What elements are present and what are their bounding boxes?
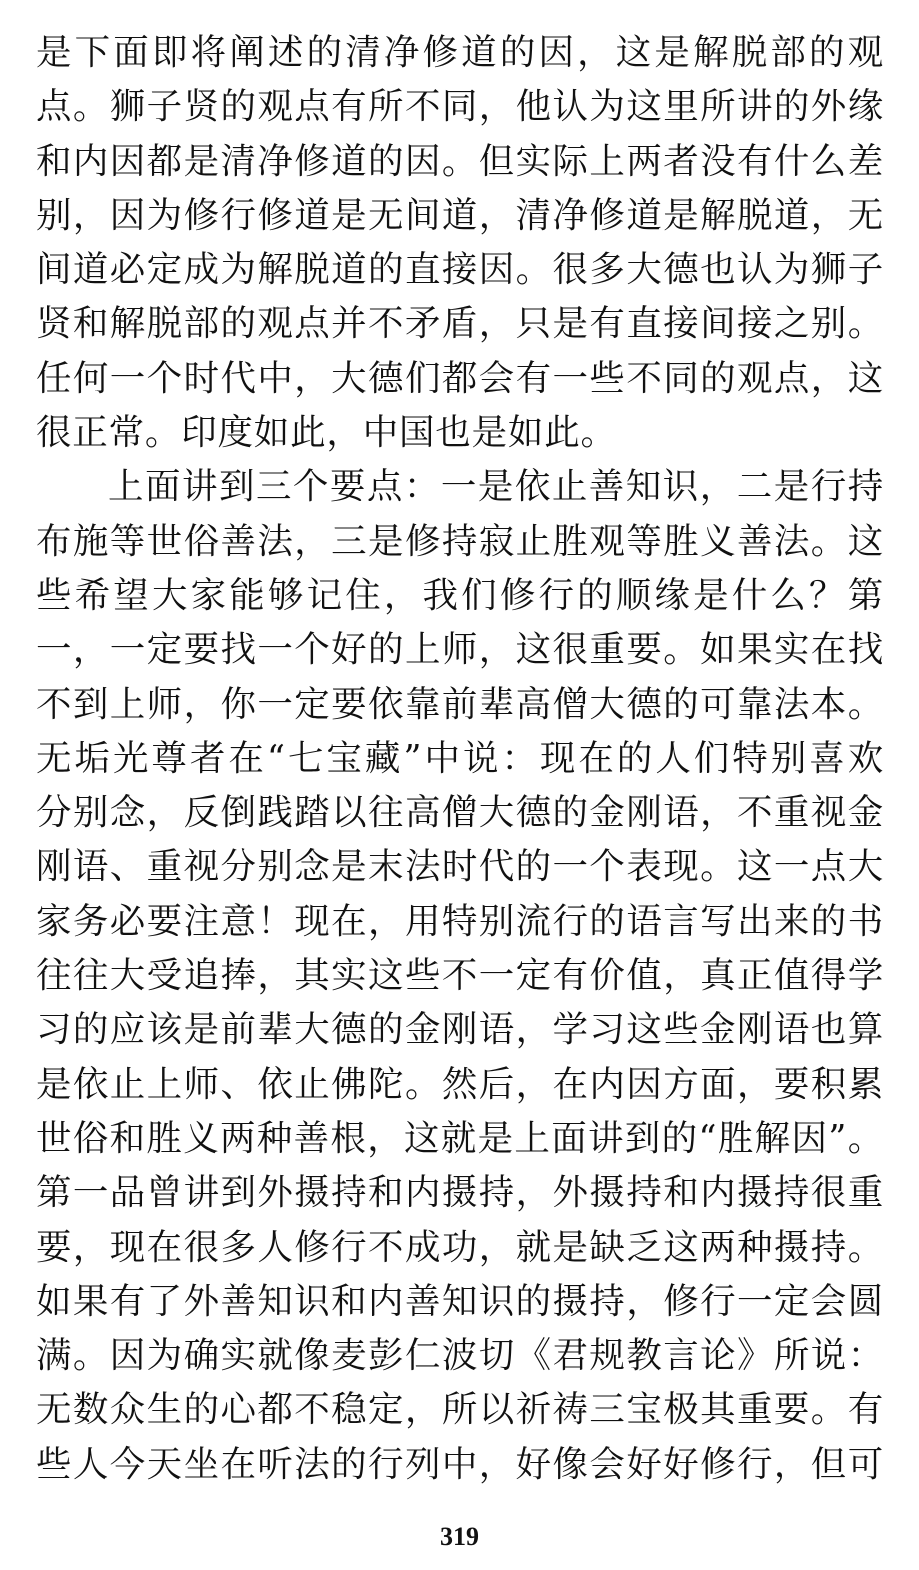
text-line: 任何一个时代中，大德们都会有一些不同的观点，这	[36, 357, 884, 399]
text-line: 间道必定成为解脱道的直接因。很多大德也认为狮子	[36, 249, 884, 291]
text-line: 是下面即将阐述的清净修道的因，这是解脱部的观	[36, 32, 884, 73]
text-line: 无数众生的心都不稳定，所以祈祷三宝极其重要。有	[36, 1389, 884, 1431]
text-line: 习的应该是前辈大德的金刚语，学习这些金刚语也算	[36, 1009, 884, 1051]
text-line: 世俗和胜义两种善根，这就是上面讲到的“胜解因”。	[36, 1117, 884, 1159]
text-line: 点。狮子贤的观点有所不同，他认为这里所讲的外缘	[36, 86, 884, 128]
text-line: 分别念，反倒践踏以往高僧大德的金刚语，不重视金	[36, 792, 884, 834]
text-line: 些希望大家能够记住，我们修行的顺缘是什么？第	[36, 574, 884, 616]
text-line: 些人今天坐在听法的行列中，好像会好好修行，但可	[36, 1443, 884, 1485]
text-line: 家务必要注意！现在，用特别流行的语言写出来的书	[36, 900, 884, 942]
text-line: 别，因为修行修道是无间道，清净修道是解脱道，无	[36, 194, 884, 236]
text-line: 贤和解脱部的观点并不矛盾，只是有直接间接之别。	[36, 303, 884, 345]
text-line: 第一品曾讲到外摄持和内摄持，外摄持和内摄持很重	[36, 1172, 884, 1214]
text-line: 一，一定要找一个好的上师，这很重要。如果实在找	[36, 629, 884, 671]
text-line: 刚语、重视分别念是末法时代的一个表现。这一点大	[36, 846, 884, 888]
page-number: 319	[440, 1522, 479, 1551]
text-line: 上面讲到三个要点：一是依止善知识，二是行持	[108, 466, 884, 508]
text-line: 是依止上师、依止佛陀。然后，在内因方面，要积累	[36, 1063, 884, 1105]
text-line: 满。因为确实就像麦彭仁波切《君规教言论》所说：	[36, 1335, 884, 1377]
text-line: 布施等世俗善法，三是修持寂止胜观等胜义善法。这	[36, 520, 884, 562]
text-line: 不到上师，你一定要依靠前辈高僧大德的可靠法本。	[36, 683, 884, 725]
text-line: 和内因都是清净修道的因。但实际上两者没有什么差	[36, 140, 884, 182]
body-text	[36, 26, 884, 1492]
text-line: 往往大受追捧，其实这些不一定有价值，真正值得学	[36, 955, 884, 997]
text-line: 很正常。印度如此，中国也是如此。	[36, 412, 617, 454]
text-line: 要，现在很多人修行不成功，就是缺乏这两种摄持。	[36, 1226, 884, 1268]
text-line: 无垢光尊者在“七宝藏”中说：现在的人们特别喜欢	[36, 737, 884, 779]
text-line: 如果有了外善知识和内善知识的摄持，修行一定会圆	[36, 1280, 884, 1322]
